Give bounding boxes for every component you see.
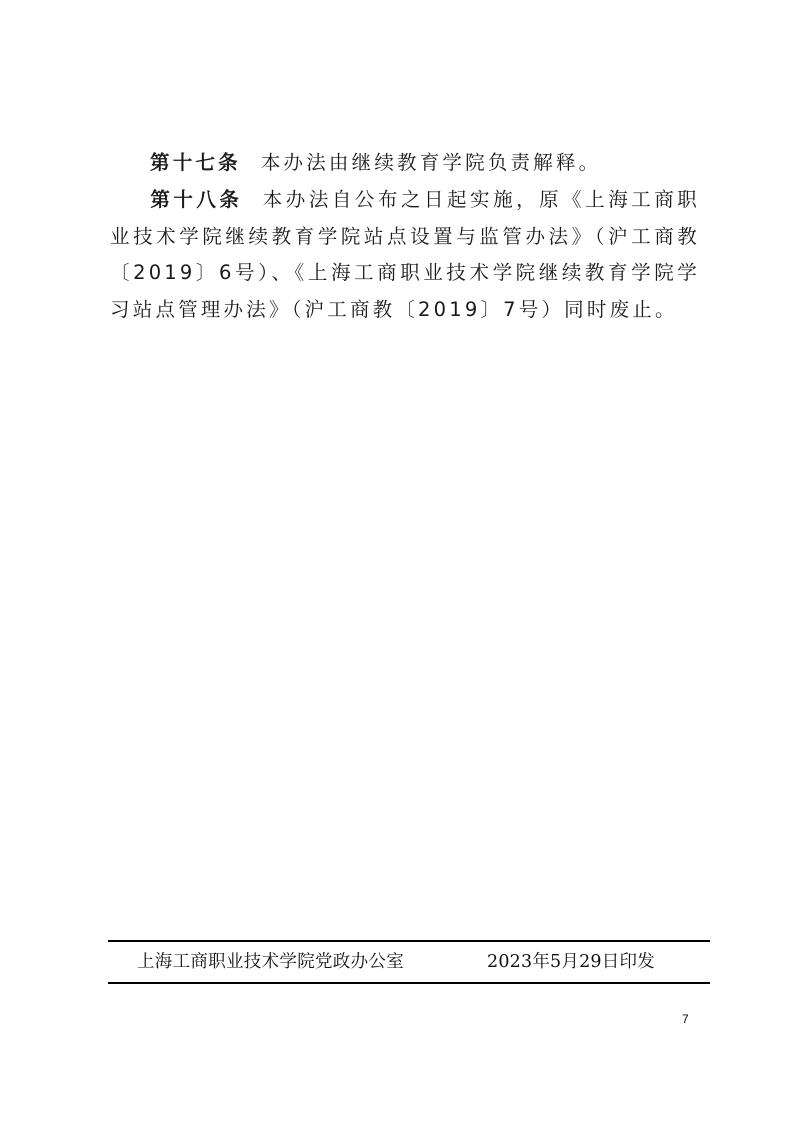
footer-bottom-rule xyxy=(108,982,710,984)
article-18 xyxy=(110,182,700,328)
issuing-office: 上海工商职业技术学院党政办公室 xyxy=(137,952,404,972)
article-17-text: 本办法由继续教育学院负责解释。 xyxy=(260,151,602,174)
footer-top-rule xyxy=(108,940,710,942)
article-17-heading: 第十七条 xyxy=(150,151,241,174)
issue-date: 2023年5月29日印发 xyxy=(487,952,655,972)
article-17 xyxy=(110,145,700,182)
article-18-heading: 第十八条 xyxy=(150,188,243,211)
page-number: 7 xyxy=(682,1012,689,1026)
article-18-text: 本办法自公布之日起实施，原《上海工商职业技术学院继续教育学院站点设置与监管办法》（沪工商教〔2019〕6号）、《上海工商职业技术学院继续教育学院学习站点管理办法》（沪工商教〔2019〕7号）同时废止。 xyxy=(110,188,700,321)
